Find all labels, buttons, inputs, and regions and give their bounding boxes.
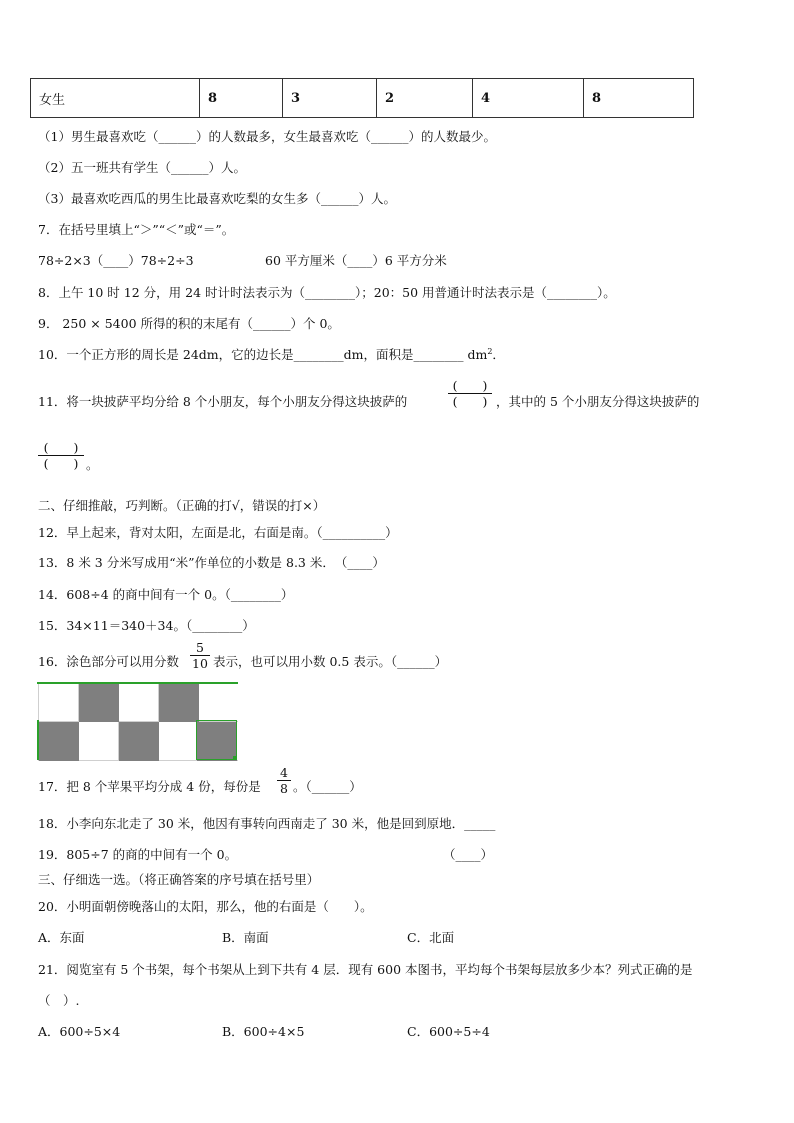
selection-border	[37, 720, 39, 760]
table-cell: 2	[377, 79, 473, 118]
option-c: C．600÷5÷4	[407, 1024, 490, 1039]
fraction-numerator: 5	[196, 640, 204, 655]
question-12: 12．早上起来，背对太阳，左面是北，右面是南。（__________）	[38, 525, 398, 540]
shaded-cell	[39, 722, 79, 761]
question-19-blank: （____）	[443, 847, 494, 862]
fraction-denominator: 10	[190, 655, 210, 671]
question-10-text: 10．一个正方形的周长是 24dm，它的边长是________dm，面积是________ dm	[38, 347, 488, 362]
option-c: C．北面	[407, 930, 455, 945]
fraction-denominator: ( )	[38, 455, 84, 471]
selection-border	[37, 682, 238, 684]
question-17a: 17．把 8 个苹果平均分成 4 份，每份是	[38, 779, 261, 794]
fraction-denominator: ( )	[448, 393, 492, 409]
question-7b: 60 平方厘米（____）6 平方分米	[265, 253, 447, 268]
question-17b: 。（______）	[293, 779, 362, 794]
fraction-numerator: 4	[280, 765, 288, 780]
question-10	[38, 345, 505, 363]
question-sub1: （1）男生最喜欢吃（______）的人数最多，女生最喜欢吃（______）的人数最少。	[38, 129, 496, 144]
shaded-cell	[79, 683, 119, 722]
question-21b: （ ）.	[38, 993, 80, 1008]
question-13: 13．8 米 3 分米写成用“米”作单位的小数是 8.3 米． （____）	[38, 555, 385, 570]
question-sub2: （2）五一班共有学生（______）人。	[38, 160, 246, 175]
table-cell: 8	[584, 79, 694, 118]
question-16b: 表示，也可以用小数 0.5 表示。（______）	[213, 654, 448, 669]
question-11-end: 。	[86, 457, 99, 472]
question-14: 14．608÷4 的商中间有一个 0。（________）	[38, 587, 294, 602]
question-10-end: ．	[492, 347, 505, 362]
shaded-cell	[159, 683, 199, 722]
option-b: B．南面	[222, 930, 269, 945]
question-7a: 78÷2×3（____）78÷2÷3	[38, 253, 194, 268]
question-19: 19．805÷7 的商的中间有一个 0。	[38, 847, 238, 862]
question-16a: 16．涂色部分可以用分数	[38, 654, 179, 669]
superscript: 2	[487, 346, 493, 356]
question-18: 18．小李向东北走了 30 米，他因有事转向西南走了 30 米，他是回到原地．_____	[38, 816, 496, 831]
resize-handle[interactable]	[233, 756, 237, 760]
question-21a: 21．阅览室有 5 个书架，每个书架从上到下共有 4 层．现有 600 本图书，平均每个书架每层放多少本？列式正确的是	[38, 962, 693, 977]
selection-box	[196, 720, 237, 760]
fraction-blank	[38, 440, 84, 471]
fraction-denominator: 8	[277, 780, 291, 796]
table-cell: 8	[200, 79, 283, 118]
option-a: A．东面	[38, 930, 85, 945]
fraction-4-8	[277, 765, 291, 796]
table-cell: 4	[473, 79, 584, 118]
option-a: A．600÷5×4	[38, 1024, 121, 1039]
option-b: B．600÷4×5	[222, 1024, 305, 1039]
question-8: 8．上午 10 时 12 分，用 24 时计时法表示为（________）；20：50 用普通计时法表示是（________）。	[38, 285, 616, 300]
survey-table	[30, 78, 694, 118]
table-cell: 3	[283, 79, 377, 118]
question-15: 15．34×11＝340＋34。（________）	[38, 618, 255, 633]
question-20: 20．小明面朝傍晚落山的太阳，那么，他的右面是（ ）。	[38, 899, 373, 914]
fraction-numerator: ( )	[452, 378, 488, 393]
question-sub3: （3）最喜欢吃西瓜的男生比最喜欢吃梨的女生多（______）人。	[38, 191, 396, 206]
table-row	[31, 79, 694, 118]
fraction-blank	[448, 378, 492, 409]
fraction-numerator: ( )	[43, 440, 79, 455]
section-2-heading: 二、仔细推敲，巧判断。（正确的打√，错误的打×）	[38, 498, 326, 513]
question-9: 9． 250 × 5400 所得的积的末尾有（______）个 0。	[38, 316, 340, 331]
shaded-cell	[119, 722, 159, 761]
fraction-5-10	[190, 640, 210, 671]
question-11a: 11．将一块披萨平均分给 8 个小朋友，每个小朋友分得这块披萨的	[38, 394, 408, 409]
table-cell: 女生	[31, 79, 200, 118]
question-11b: ，其中的 5 个小朋友分得这块披萨的	[496, 394, 700, 409]
question-7: 7．在括号里填上“＞”“＜”或“＝”。	[38, 222, 235, 237]
section-3-heading: 三、仔细选一选。（将正确答案的序号填在括号里）	[38, 872, 320, 887]
